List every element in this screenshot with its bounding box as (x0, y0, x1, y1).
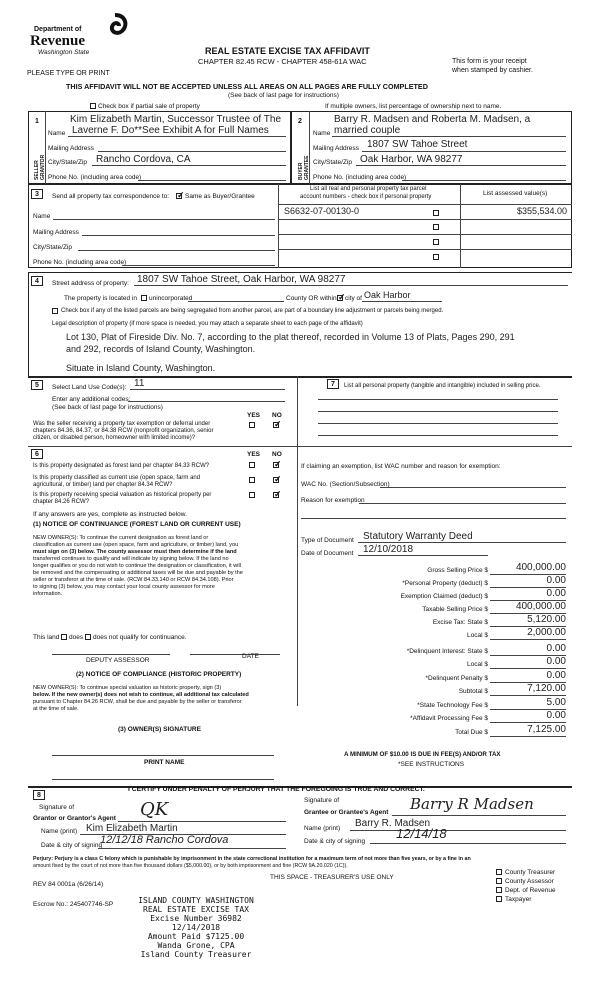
property-street[interactable]: 1807 SW Tahoe Street, Oak Harbor, WA 98277 (137, 274, 346, 285)
tax-row-value[interactable]: 0.00 (546, 575, 566, 586)
escrow-number: Escrow No.: 245407746-SP (33, 901, 114, 908)
tax-row-value[interactable]: 7,125.00 (527, 724, 566, 735)
tax-row-label: Excise Tax: State $ (432, 619, 488, 626)
sec6-q3-no[interactable] (273, 492, 279, 498)
segregated-checkbox[interactable] (52, 308, 58, 314)
tax-row-value[interactable]: 0.00 (546, 656, 566, 667)
see-instructions: *SEE INSTRUCTIONS (398, 761, 465, 768)
tax-row-label: *Delinquent Interest: State $ (406, 648, 488, 655)
sec3-mail-label: Mailing Address (33, 229, 79, 236)
form-chapter: CHAPTER 82.45 RCW - CHAPTER 458-61A WAC (198, 57, 367, 66)
section-2-number: 2 (298, 118, 302, 125)
sec6-q2-yes[interactable] (249, 477, 255, 483)
wac-label: WAC No. (Section/Subsection) (301, 481, 390, 488)
distribution-label: Taxpayer (505, 896, 532, 903)
assessed-value[interactable]: $355,534.00 (516, 206, 567, 216)
tax-row-label: Local $ (467, 632, 488, 639)
city-of-checkbox[interactable] (337, 295, 343, 301)
sec5-q1-c: citizen, or disabled person, homeowner with limited income)? (33, 435, 196, 441)
seller-name-2[interactable]: Laverne F. Do**See Exhibit A for Full Names (72, 125, 269, 136)
buyer-side-label: BUYER GRANTEE (298, 155, 310, 180)
tax-row-label: Exemption Claimed (deduct) $ (400, 593, 488, 600)
doc-type-label: Type of Document (301, 537, 354, 544)
grantee-date-label: Date & city of signing (304, 838, 366, 845)
tax-row-value[interactable]: 0.00 (546, 670, 566, 681)
warning-text: THIS AFFIDAVIT WILL NOT BE ACCEPTED UNLESS ALL AREAS ON ALL PAGES ARE FULLY COMPLETED (66, 82, 428, 91)
tax-row-label: *Delinquent Penalty $ (425, 675, 488, 682)
land-does-not-checkbox[interactable] (85, 634, 91, 640)
sec5-q1-a: Was the seller receiving a property tax exemption or deferral under (33, 421, 211, 427)
distribution-label: Dept. of Revenue (505, 887, 556, 894)
multiple-owners-note: If multiple owners, list percentage of ownership next to name. (325, 103, 502, 110)
seller-name-1[interactable]: Kim Elizabeth Martin, Successor Trustee of The (70, 114, 282, 125)
perjury-text: Perjury: Perjury is a class C felony which is punishable by imprisonment in the state correctional institution for a maximum term of not more than five years, or by a fine in an (33, 856, 471, 862)
tax-row-label: Total Due $ (455, 729, 488, 736)
assessed-header: List assessed value(s) (483, 190, 548, 197)
located-label: The property is located in (64, 295, 137, 302)
continuance-p3: must sign on (3) below. The county assessor must then determine if the land (33, 549, 237, 555)
buyer-mail-label: Mailing Address (313, 145, 359, 152)
tax-row-value[interactable]: 2,000.00 (527, 627, 566, 638)
see-back: (See back of last page for instructions) (228, 92, 339, 99)
continuance-p1: NEW OWNER(S): To continue the current designation as forest land or (33, 535, 209, 541)
stamp-line: Island County Treasurer (140, 950, 252, 959)
distribution-checkbox[interactable] (496, 887, 502, 893)
receipt-note-1: This form is your receipt (452, 58, 527, 65)
section-4-number: 4 (31, 276, 43, 286)
dor-logo-line3: Washington State (38, 49, 90, 56)
sec3-name-label: Name (33, 213, 51, 220)
sec6-no: NO (272, 451, 282, 458)
section-7-number: 7 (327, 379, 339, 389)
distribution-checkbox[interactable] (496, 878, 502, 884)
grantee-sig-label: Signature of (304, 797, 340, 804)
additional-codes-label: Enter any additional codes: (52, 396, 131, 403)
perjury-text-2: amount fixed by the court of not more than five thousand dollars ($5,000.00), or by both imprisonment and fine (RCW 9A.20.020 (1C)). (33, 863, 348, 869)
tax-row-value[interactable]: 0.00 (546, 710, 566, 721)
stamp-line: REAL ESTATE EXCISE TAX (143, 905, 249, 914)
stamp-line: Wanda Grone, CPA (157, 941, 235, 950)
form-title: REAL ESTATE EXCISE TAX AFFIDAVIT (205, 46, 370, 56)
parcel-2-personal-checkbox[interactable] (433, 224, 439, 230)
city-of-label: city of (345, 295, 362, 302)
unincorporated-label: unincorporated (149, 295, 193, 302)
compliance-p2: below. If the new owner(s) does not wish to continue, all additional tax calculated (33, 692, 249, 698)
compliance-p4: at the time of sale. (33, 706, 79, 712)
legal-line-1[interactable]: Lot 130, Plat of Fireside Div. No. 7, according to the plat thereof, recorded in Volume 13 of Plats, Pages 290, 291 (66, 332, 515, 342)
exemption-label: If claiming an exemption, list WAC number and reason for exemption: (301, 463, 501, 470)
doc-type[interactable]: Statutory Warranty Deed (363, 531, 473, 542)
buyer-city-label: City/State/Zip (313, 159, 353, 166)
continuance-p5: longer qualifies or you do not wish to continue the designation or classification, it will (33, 563, 242, 569)
receipt-note-2: when stamped by cashier. (452, 67, 533, 74)
dor-logo (30, 10, 130, 62)
section-6-number: 6 (31, 449, 43, 459)
notice-continuance: (1) NOTICE OF CONTINUANCE (FOREST LAND OR CURRENT USE) (33, 521, 241, 528)
section-1-number: 1 (35, 118, 39, 125)
parcel-4-personal-checkbox[interactable] (433, 254, 439, 260)
grantee-name[interactable]: Barry R. Madsen (355, 818, 431, 829)
tax-row-label: Local $ (467, 661, 488, 668)
land-use-label: Select Land Use Code(s): (52, 384, 127, 391)
seller-city-label: City/State/Zip (48, 159, 88, 166)
section-8-number: 8 (33, 790, 45, 800)
legal-label: Legal description of property (if more space is needed, you may attach a separate sheet to each page of the affidavit) (52, 321, 363, 327)
legal-line-3[interactable]: Situate in Island County, Washington. (66, 363, 216, 373)
sec3-city-label: City/State/Zip (33, 244, 73, 251)
tax-row-label: Gross Selling Price $ (427, 567, 488, 574)
please-type: PLEASE TYPE OR PRINT (27, 70, 110, 77)
continuance-p7: seller or transferor at the time of sale. (RCW 84.33.140 or RCW 84.34.108). Prior (33, 577, 234, 583)
sec5-no: NO (272, 412, 282, 419)
deputy-assessor-label: DEPUTY ASSESSOR (86, 657, 150, 664)
tax-row-value[interactable]: 7,120.00 (527, 683, 566, 694)
grantor-name[interactable]: Kim Elizabeth Martin (86, 823, 178, 834)
sec3-phone-label: Phone No. (including area code) (33, 259, 127, 266)
owner-signature-label: (3) OWNER(S) SIGNATURE (118, 726, 201, 733)
grantor-signature[interactable]: QK (140, 799, 169, 820)
buyer-phone-label: Phone No. (including area code) (313, 174, 407, 181)
grantee-signature[interactable]: Barry R Madsen (410, 795, 534, 813)
compliance-p1: NEW OWNER(S): To continue special valuation as historic property, sign (3) (33, 685, 222, 691)
parcel-header-1: List all real and personal property tax parcel (310, 186, 427, 192)
minimum-due: A MINIMUM OF $10.00 IS DUE IN FEE(S) AND/OR TAX (344, 751, 501, 758)
sec5-yes: YES (247, 412, 261, 419)
parcel-header-2: account numbers - check box if personal property (300, 194, 432, 200)
notice-compliance: (2) NOTICE OF COMPLIANCE (HISTORIC PROPERTY) (76, 671, 242, 678)
grantor-name-label: Name (print) (41, 828, 78, 835)
same-as-buyer-label: Same as Buyer/Grantee (185, 193, 255, 200)
sec6-yes: YES (247, 451, 261, 458)
sec6-q3-a: Is this property receiving special valuation as historical property per (33, 492, 212, 498)
doc-date-label: Date of Document (301, 550, 354, 557)
property-city[interactable]: Oak Harbor (364, 290, 411, 300)
sec5-q1-yes[interactable] (249, 422, 255, 428)
grantor-date[interactable]: 12/12/18 Rancho Cordova (100, 834, 229, 846)
tax-row-value[interactable]: 0.00 (546, 588, 566, 599)
assessor-date-label: DATE (242, 653, 259, 660)
tax-row-label: Subtotal $ (458, 688, 488, 695)
unincorporated-checkbox[interactable] (141, 295, 147, 301)
sec6-q1: Is this property designated as forest land per chapter 84.33 RCW? (33, 463, 210, 469)
tax-row-value[interactable]: 5,120.00 (527, 614, 566, 625)
partial-sale-checkbox[interactable] (90, 103, 96, 109)
dor-logo-line1: Department of (34, 26, 82, 33)
revision-label: REV 84 0001a (6/26/14) (33, 881, 104, 888)
dor-logo-line2: Revenue (30, 33, 85, 49)
parcel-number[interactable]: S6632-07-00130-0 (284, 206, 360, 216)
treasurer-only-label: THIS SPACE - TREASURER'S USE ONLY (270, 874, 394, 881)
this-land-label: This land (33, 634, 60, 641)
legal-line-2[interactable]: and 292, records of Island County, Washington. (66, 344, 256, 354)
send-correspondence: Send all property tax correspondence to: (52, 193, 170, 200)
tax-row-value[interactable]: 0.00 (546, 643, 566, 654)
land-use-code[interactable]: 11 (134, 378, 145, 389)
sec6-q3-b: chapter 84.26 RCW? (33, 499, 90, 505)
continuance-p9: information. (33, 591, 63, 597)
sec6-q1-no[interactable] (273, 462, 279, 468)
tax-row-label: *Personal Property (deduct) $ (402, 580, 488, 587)
tax-row-label: *Affidavit Processing Fee $ (410, 715, 488, 722)
parcel-3-personal-checkbox[interactable] (433, 239, 439, 245)
grantor-agent-label: Grantor or Grantor's Agent (33, 815, 116, 822)
sec5-q1-b: chapters 84.36, 84.37, or 84.38 RCW (nonprofit organization, senior (33, 428, 214, 434)
segregated-label: Check box if any of the listed parcels are being segregated from another parcel, are part of a boundary line adjustment or parcels being merged. (61, 308, 444, 314)
land-does-not-label: does not qualify for continuance. (93, 634, 187, 641)
sec6-q3-yes[interactable] (249, 492, 255, 498)
tax-row-value[interactable]: 400,000.00 (515, 601, 566, 612)
distribution-label: County Treasurer (505, 869, 556, 876)
seller-city[interactable]: Rancho Cordova, CA (96, 154, 191, 165)
stamp-line: Amount Paid $7125.00 (147, 932, 245, 941)
same-as-buyer-checkbox[interactable] (176, 193, 182, 199)
sec6-q2-a: Is this property classified as current use (open space, farm and (33, 475, 201, 481)
buyer-city[interactable]: Oak Harbor, WA 98277 (360, 154, 463, 165)
buyer-mail[interactable]: 1807 SW Tahoe Street (367, 139, 468, 150)
stamp-line: Excise Number 36982 (150, 914, 242, 923)
parcel-1-personal-checkbox[interactable] (433, 210, 439, 216)
continuance-p4: transferred continues to qualify and will indicate by signing below. If the land no (33, 556, 229, 562)
sec6-q2-b: agricultural, or timber) land per chapter 84.34 RCW? (33, 482, 173, 488)
continuance-p8: to signing (3) below, you may contact your local county assessor for more (33, 584, 215, 590)
stamp-line: ISLAND COUNTY WASHINGTON (138, 896, 254, 905)
seller-mail-label: Mailing Address (48, 145, 94, 152)
seller-side-label: SELLER GRANTOR (34, 154, 46, 180)
tax-row-value[interactable]: 5.00 (546, 697, 566, 708)
sec5-q1-no[interactable] (273, 422, 279, 428)
continuance-p2: classification as current use (open space, farm and agriculture, or timber) land, you (33, 542, 239, 548)
section-5-number: 5 (31, 380, 43, 390)
tax-row-label: Taxable Selling Price $ (422, 606, 488, 613)
partial-sale-label: Check box if partial sale of property (98, 103, 200, 110)
tax-row-value[interactable]: 400,000.00 (515, 562, 566, 573)
tax-row-label: *State Technology Fee $ (417, 702, 488, 709)
sec6-if-yes: If any answers are yes, complete as instructed below. (33, 511, 187, 518)
buyer-name-2[interactable]: married couple (334, 125, 401, 136)
grantor-date-label: Date & city of signing (41, 842, 103, 849)
land-does-checkbox[interactable] (61, 634, 67, 640)
compliance-p3: pursuant to Chapter 84.26 RCW, shall be due and payable by the seller or transferor (33, 699, 242, 705)
distribution-label: County Assessor (505, 878, 554, 885)
dor-swirl-icon (100, 12, 130, 42)
reason-label: Reason for exemption (301, 497, 365, 504)
distribution-checkbox[interactable] (496, 896, 502, 902)
print-name-label: PRINT NAME (144, 759, 185, 766)
stamp-line: 12/14/2018 (171, 923, 221, 932)
sec6-q2-no[interactable] (273, 477, 279, 483)
land-does-label: does (69, 634, 84, 641)
buyer-name-label: Name (313, 130, 331, 137)
sec6-q1-yes[interactable] (249, 462, 255, 468)
doc-date[interactable]: 12/10/2018 (363, 544, 414, 555)
distribution-checkbox[interactable] (496, 869, 502, 875)
section-3-number: 3 (31, 189, 43, 199)
buyer-name-1[interactable]: Barry R. Madsen and Roberta M. Madsen, a (334, 114, 531, 125)
certify-text: I CERTIFY UNDER PENALTY OF PERJURY THAT THE FOREGOING IS TRUE AND CORRECT. (128, 786, 425, 793)
county-or-label: County OR within (286, 295, 337, 302)
grantee-date[interactable]: 12/14/18 (396, 826, 447, 841)
seller-phone-label: Phone No. (including area code) (48, 174, 142, 181)
additional-codes-note: (See back of last page for instructions) (52, 404, 163, 411)
grantee-agent-label: Grantee or Grantee's Agent (304, 809, 389, 816)
personal-property-label: List all personal property (tangible and intangible) included in selling price. (344, 383, 541, 389)
continuance-p6: be removed and the compensating or additional taxes will be due and payable by the (33, 570, 243, 576)
grantee-name-label: Name (print) (304, 825, 341, 832)
grantor-sig-label: Signature of (39, 804, 75, 811)
street-label: Street address of property: (52, 280, 129, 287)
seller-name-label: Name (48, 130, 66, 137)
